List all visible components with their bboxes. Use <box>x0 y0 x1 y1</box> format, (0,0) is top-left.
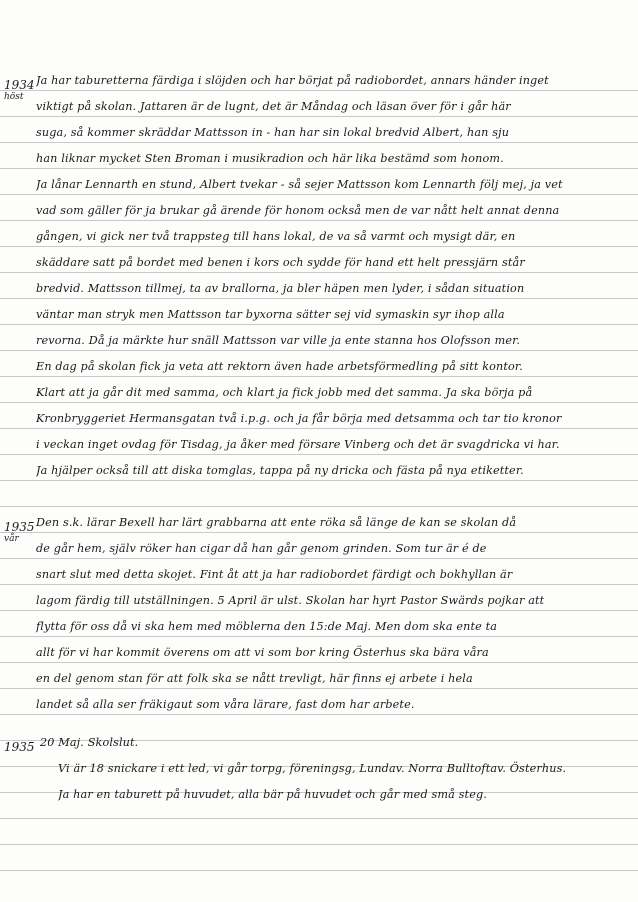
text-line: Ja hjälper också till att diska tomglas, tappa på ny dricka och fästa på nya etiketter. <box>36 464 524 477</box>
ruled-line <box>0 168 638 169</box>
text-line: han liknar mycket Sten Broman i musikradion och här lika bestämd som honom. <box>36 152 504 165</box>
ruled-line <box>0 558 638 559</box>
ruled-line <box>0 584 638 585</box>
margin-season: höst <box>4 92 24 102</box>
ruled-line <box>0 194 638 195</box>
ruled-line <box>0 636 638 637</box>
ruled-line <box>0 506 638 507</box>
ruled-line <box>0 220 638 221</box>
text-line: bredvid. Mattsson tillmej, ta av brallorna, ja bler häpen men lyder, i sådan situation <box>36 282 525 295</box>
ruled-line <box>0 90 638 91</box>
ruled-line <box>0 402 638 403</box>
text-line: Kronbryggeriet Hermansgatan två i.p.g. och ja får börja med detsamma och tar tio kronor <box>36 412 562 425</box>
text-line: landet så alla ser fräkigaut som våra lärare, fast dom har arbete. <box>36 698 415 711</box>
ruled-line <box>0 532 638 533</box>
ruled-line <box>0 610 638 611</box>
text-line: Den s.k. lärar Bexell har lärt grabbarna att ente röka så länge de kan se skolan då <box>36 516 517 529</box>
ruled-line <box>0 324 638 325</box>
text-line: Ja lånar Lennarth en stund, Albert tvekar - så sejer Mattsson kom Lennarth följ mej, ja vet <box>36 178 563 191</box>
text-line: 20 Maj. Skolslut. <box>40 736 139 749</box>
margin-year: 1934 <box>4 78 35 92</box>
text-line: i veckan inget ovdag för Tisdag, ja åker med försare Vinberg och det är svagdricka vi har. <box>36 438 560 451</box>
ruled-line <box>0 818 638 819</box>
ruled-line <box>0 428 638 429</box>
ruled-line <box>0 714 638 715</box>
ruled-line <box>0 662 638 663</box>
text-line: skäddare satt på bordet med benen i kors och sydde för hand ett helt pressjärn står <box>36 256 525 269</box>
text-line: revorna. Då ja märkte hur snäll Mattsson var ville ja ente stanna hos Olofsson mer. <box>36 334 521 347</box>
text-line: snart slut med detta skojet. Fint åt att ja har radiobordet färdigt och bokhyllan är <box>36 568 513 581</box>
text-line: suga, så kommer skräddar Mattsson in - han har sin lokal bredvid Albert, han sju <box>36 126 510 139</box>
text-line: flytta för oss då vi ska hem med möblerna den 15:de Maj. Men dom ska ente ta <box>36 620 498 633</box>
text-line: En dag på skolan fick ja veta att rektorn även hade arbetsförmedling på sitt kontor. <box>36 360 523 373</box>
text-line: väntar man stryk men Mattsson tar byxorna sätter sej vid symaskin syr ihop alla <box>36 308 505 321</box>
ruled-line <box>0 116 638 117</box>
margin-year: 1935 <box>4 740 35 754</box>
margin-note-1935 <box>4 741 35 753</box>
ruled-line <box>0 376 638 377</box>
ruled-line <box>0 298 638 299</box>
ruled-line <box>0 272 638 273</box>
ruled-line <box>0 688 638 689</box>
text-line: Ja har taburetterna färdiga i slöjden och har börjat på radiobordet, annars händer inget <box>36 74 549 87</box>
text-line: gången, vi gick ner två trappsteg till hans lokal, de va så varmt och mysigt där, en <box>36 230 516 243</box>
margin-year: 1935 <box>4 520 35 534</box>
ruled-line <box>0 142 638 143</box>
margin-note-1934-autumn <box>4 79 35 102</box>
text-line: Vi är 18 snickare i ett led, vi går torpg, föreningsg, Lundav. Norra Bulltoftav. Österhus. <box>58 762 567 775</box>
text-line: allt för vi har kommit överens om att vi som bor kring Österhus ska bära våra <box>36 646 489 659</box>
text-line: Klart att ja går dit med samma, och klart ja fick jobb med det samma. Ja ska börja på <box>36 386 533 399</box>
text-line: lagom färdig till utställningen. 5 April är ulst. Skolan har hyrt Pastor Swärds pojkar att <box>36 594 545 607</box>
margin-note-1935-spring <box>4 521 35 544</box>
ruled-line <box>0 454 638 455</box>
ruled-line <box>0 844 638 845</box>
ruled-line <box>0 480 638 481</box>
text-line: de går hem, själv röker han cigar då han går genom grinden. Som tur är é de <box>36 542 487 555</box>
text-line: vad som gäller för ja brukar gå ärende för honom också men de var nått helt annat denna <box>36 204 560 217</box>
ruled-line <box>0 870 638 871</box>
text-line: en del genom stan för att folk ska se nått trevligt, här finns ej arbete i hela <box>36 672 473 685</box>
ruled-line <box>0 246 638 247</box>
text-line: viktigt på skolan. Jattaren är de lugnt, det är Måndag och läsan över för i går här <box>36 100 511 113</box>
margin-season: vår <box>4 534 19 544</box>
ruled-line <box>0 350 638 351</box>
text-line: Ja har en taburett på huvudet, alla bär på huvudet och går med små steg. <box>58 788 487 801</box>
